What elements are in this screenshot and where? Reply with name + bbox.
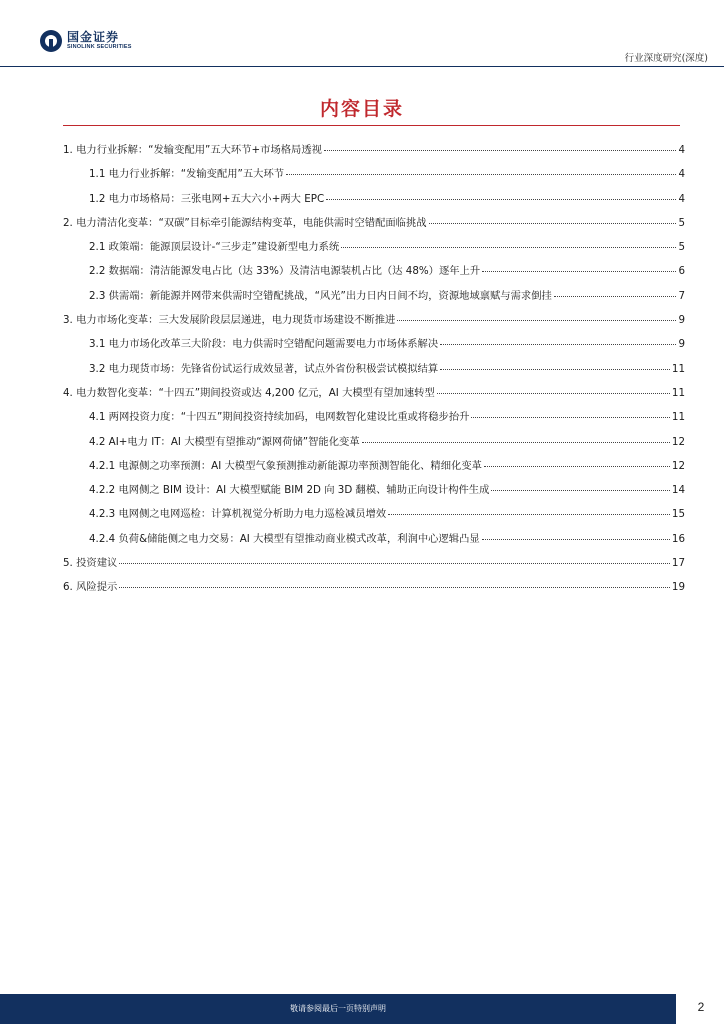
header-divider [0, 66, 724, 67]
toc-entry-page: 9 [678, 314, 685, 327]
toc-entry-text: 1. 电力行业拆解：“发输变配用”五大环节+市场格局透视 [63, 144, 322, 156]
toc-entry[interactable] [63, 578, 685, 602]
toc-entry-page: 4 [678, 192, 685, 205]
toc-entry-page: 14 [671, 484, 685, 497]
toc-dot-leader [326, 199, 676, 200]
toc-dot-leader [482, 271, 676, 272]
toc-entry-page: 17 [671, 557, 685, 570]
toc-entry[interactable] [63, 481, 685, 505]
toc-entry-page: 4 [678, 144, 685, 156]
toc-entry-page: 12 [671, 459, 685, 472]
toc-entry[interactable] [63, 408, 685, 432]
toc-entry[interactable] [63, 238, 685, 262]
toc-dot-leader [324, 150, 677, 151]
toc-entry-page: 11 [671, 362, 685, 375]
toc-title: 内容目录 [319, 98, 404, 120]
report-type-label: 行业深度研究(深度) [624, 53, 708, 64]
toc-entry-page: 5 [678, 216, 685, 229]
toc-entry[interactable] [63, 360, 685, 384]
toc-entry-page: 4 [678, 168, 685, 181]
toc-entry-page: 6 [678, 265, 685, 278]
toc-entry[interactable] [63, 165, 685, 189]
toc-dot-leader [484, 466, 670, 467]
toc-entry-text: 3.1 电力市场化改革三大阶段：电力供需时空错配问题需要电力市场体系解决 [89, 338, 439, 351]
toc-entry[interactable] [63, 505, 685, 529]
toc-entry-page: 12 [671, 435, 685, 448]
toc-entry-text: 3. 电力市场化变革：三大发展阶段层层递进，电力现货市场建设不断推进 [63, 314, 396, 327]
toc-dot-leader [554, 296, 677, 297]
toc-dot-leader [491, 490, 670, 491]
table-of-contents [63, 141, 685, 603]
toc-dot-leader [440, 344, 676, 345]
toc-title-underline [63, 125, 680, 126]
logo-chinese-name: 国金证券 [67, 30, 120, 45]
toc-entry-text: 4.2.1 电源侧之功率预测：AI 大模型气象预测推动新能源功率预测智能化、精细化变革 [89, 459, 482, 472]
toc-entry[interactable] [63, 141, 685, 165]
toc-entry-page: 11 [671, 386, 685, 399]
toc-entry[interactable] [63, 190, 685, 214]
toc-entry-page: 11 [671, 411, 685, 424]
toc-dot-leader [388, 514, 670, 515]
toc-entry-text: 2.3 供需端：新能源并网带来供需时空错配挑战，“风光”出力日内日间不均，资源地域禀赋与需求倒挂 [89, 289, 552, 302]
toc-entry-text: 4.2.3 电网侧之电网巡检：计算机视觉分析助力电力巡检减员增效 [89, 508, 387, 521]
toc-entry-text: 4.2.2 电网侧之 BIM 设计：AI 大模型赋能 BIM 2D 向 3D 翻模、辅助正向设计构件生成 [89, 484, 490, 497]
toc-entry[interactable] [63, 554, 685, 578]
toc-dot-leader [119, 563, 670, 564]
toc-entry[interactable] [63, 262, 685, 286]
toc-dot-leader [286, 174, 676, 175]
toc-dot-leader [437, 393, 670, 394]
toc-entry-page: 5 [678, 241, 685, 254]
toc-entry[interactable] [63, 457, 685, 481]
toc-entry-page: 15 [671, 508, 685, 521]
page-number: 2 [697, 1000, 705, 1014]
toc-entry[interactable] [63, 311, 685, 335]
toc-entry-text: 4. 电力数智化变革：“十四五”期间投资或达 4,200 亿元，AI 大模型有望加速转型 [63, 386, 435, 399]
toc-entry-text: 4.1 两网投资力度：“十四五”期间投资持续加码，电网数智化建设比重或将稳步抬升 [89, 411, 470, 424]
toc-entry-text: 2.2 数据端：清洁能源发电占比（达 33%）及清洁电源装机占比（达 48%）逐年上升 [89, 265, 481, 278]
toc-entry[interactable] [63, 384, 685, 408]
toc-dot-leader [482, 539, 670, 540]
toc-entry-text: 3.2 电力现货市场：先锋省份试运行成效显著，试点外省份积极尝试模拟结算 [89, 362, 439, 375]
toc-entry-text: 6. 风险提示 [63, 581, 118, 594]
page-header [0, 0, 724, 70]
toc-dot-leader [397, 320, 676, 321]
toc-entry-text: 4.2.4 负荷&储能侧之电力交易：AI 大模型有望推动商业模式改革，利润中心逻辑凸显 [89, 532, 480, 545]
toc-dot-leader [440, 369, 670, 370]
toc-dot-leader [429, 223, 677, 224]
toc-entry-text: 5. 投资建议 [63, 557, 118, 570]
toc-entry[interactable] [63, 214, 685, 238]
toc-entry-text: 2. 电力清洁化变革：“双碳”目标牵引能源结构变革，电能供需时空错配面临挑战 [63, 216, 427, 229]
toc-dot-leader [471, 417, 669, 418]
toc-dot-leader [341, 247, 676, 248]
toc-dot-leader [119, 587, 670, 588]
toc-entry[interactable] [63, 287, 685, 311]
toc-entry-text: 1.2 电力市场格局：三张电网+五大六小+两大 EPC [89, 192, 325, 205]
page-footer [0, 994, 724, 1024]
toc-entry[interactable] [63, 433, 685, 457]
toc-entry-page: 19 [671, 581, 685, 594]
disclaimer-note: 敬请参阅最后一页特别声明 [290, 1004, 386, 1013]
toc-entry-page: 16 [671, 532, 685, 545]
sinolink-logo-icon [40, 30, 62, 52]
toc-entry-text: 1.1 电力行业拆解：“发输变配用”五大环节 [89, 168, 285, 181]
toc-entry-page: 7 [678, 289, 685, 302]
toc-entry-text: 4.2 AI+电力 IT：AI 大模型有望推动“源网荷储”智能化变革 [89, 435, 360, 448]
toc-entry[interactable] [63, 530, 685, 554]
logo-english-name: SINOLINK SECURITIES [67, 44, 132, 51]
company-logo [40, 30, 132, 52]
toc-dot-leader [362, 442, 670, 443]
toc-entry-page: 9 [678, 338, 685, 351]
toc-entry[interactable] [63, 335, 685, 359]
toc-entry-text: 2.1 政策端：能源顶层设计-“三步走”建设新型电力系统 [89, 241, 340, 254]
